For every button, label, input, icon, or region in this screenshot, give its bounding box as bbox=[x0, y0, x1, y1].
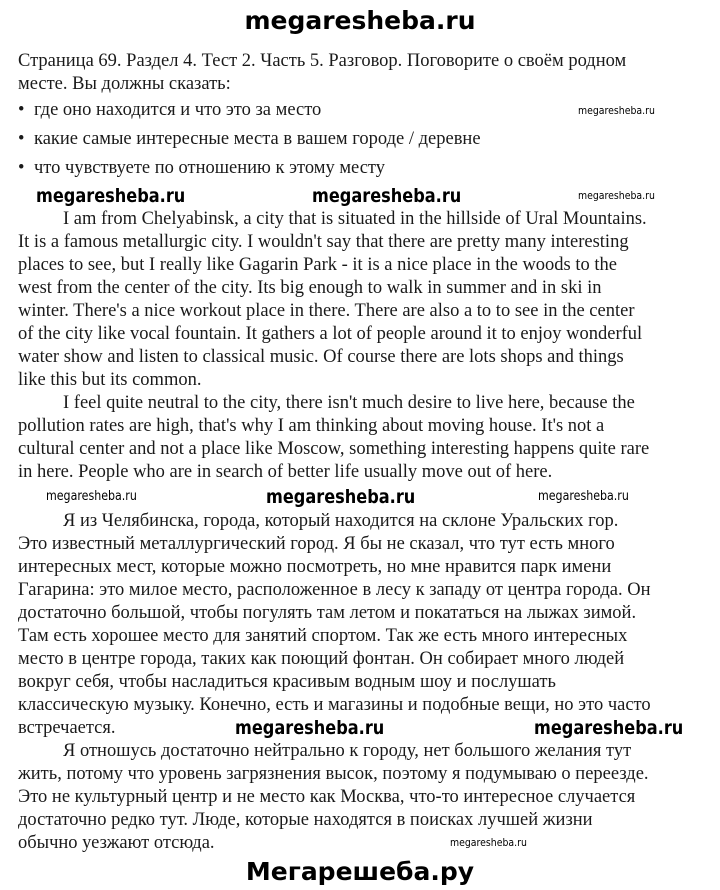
text-line: winter. There's a nice workout place in there. There are also a to to see in the center bbox=[18, 301, 635, 321]
bullet-list bbox=[18, 96, 481, 183]
watermark: megaresheba.ru bbox=[312, 185, 462, 207]
text-line: достаточно редко тут. Люде, которые находятся в поисках лучшей жизни bbox=[18, 810, 593, 830]
task-line: месте. Вы должны сказать: bbox=[18, 74, 231, 94]
watermark: megaresheba.ru bbox=[266, 486, 416, 508]
text-line: достаточно большой, чтобы погулять там летом и покататься на лыжах зимой. bbox=[18, 603, 637, 623]
text-line: вокруг себя, чтобы насладиться красивым водным шоу и послушать bbox=[18, 672, 556, 692]
text-line: in here. People who are in search of better life usually move out of here. bbox=[18, 462, 553, 482]
text-line: Я из Челябинска, города, который находится на склоне Уральских гор. bbox=[63, 511, 619, 531]
text-line: of the city like vocal fountain. It gathers a lot of people around it to enjoy wonderful bbox=[18, 324, 643, 344]
watermark: megaresheba.ru bbox=[235, 717, 385, 739]
site-footer: Мегарешеба.ру bbox=[245, 857, 475, 886]
text-line: Это не культурный центр и не место как Москва, что-то интересное случается bbox=[18, 787, 636, 807]
russian-paragraphs bbox=[18, 510, 651, 855]
bullet-item: • что чувствуете по отношению к этому месту bbox=[18, 158, 386, 178]
text-line: like this but its common. bbox=[18, 370, 202, 390]
text-line: место в центре города, таких как поющий фонтан. Он собирает много людей bbox=[18, 649, 625, 669]
text-line: Это известный металлургический город. Я бы не сказал, что тут есть много bbox=[18, 534, 615, 554]
text-line: I am from Chelyabinsk, a city that is situated in the hillside of Ural Mountains. bbox=[63, 209, 647, 229]
task-text bbox=[18, 50, 626, 96]
bullet-item: • какие самые интересные места в вашем городе / деревне bbox=[18, 129, 481, 149]
english-paragraph-1 bbox=[18, 208, 649, 484]
text-line: обычно уезжают отсюда. bbox=[18, 833, 215, 853]
text-line: water show and listen to classical music. Of course there are lots shops and things bbox=[18, 347, 624, 367]
text-line: Гагарина: это милое место, расположенное в лесу к западу от центра города. Он bbox=[18, 580, 651, 600]
text-line: I feel quite neutral to the city, there isn't much desire to live here, because the bbox=[63, 393, 635, 413]
text-line: It is a famous metallurgic city. I wouldn't say that there are pretty many interesting bbox=[18, 232, 629, 252]
watermark: megaresheba.ru bbox=[46, 489, 137, 504]
text-line: Я отношусь достаточно нейтрально к городу, нет большого желания тут bbox=[63, 741, 632, 761]
bullet-item: • где оно находится и что это за место bbox=[18, 100, 322, 120]
text-line: places to see, but I really like Gagarin Park - it is a nice place in the woods to the bbox=[18, 255, 618, 275]
watermark: megaresheba.ru bbox=[36, 185, 186, 207]
watermark: megaresheba.ru bbox=[578, 104, 655, 117]
watermark: megaresheba.ru bbox=[578, 189, 655, 202]
text-line: Там есть хорошее место для занятий спортом. Так же есть много интересных bbox=[18, 626, 628, 646]
task-line: Страница 69. Раздел 4. Тест 2. Часть 5. Разговор. Поговорите о своём родном bbox=[18, 51, 627, 71]
watermark: megaresheba.ru bbox=[534, 717, 684, 739]
text-line: интересных мест, которые можно посмотреть, но мне нравится парк имени bbox=[18, 557, 612, 577]
text-line: pollution rates are high, that's why I am thinking about moving house. It's not a bbox=[18, 416, 605, 436]
text-line: жить, потому что уровень загрязнения высок, поэтому я подумываю о переезде. bbox=[18, 764, 649, 784]
text-line: cultural center and not a place like Moscow, something interesting happens quite rare bbox=[18, 439, 650, 459]
text-line: встречается. bbox=[18, 718, 116, 738]
site-header: megaresheba.ru bbox=[244, 6, 476, 35]
watermark: megaresheba.ru bbox=[538, 489, 629, 504]
watermark: megaresheba.ru bbox=[450, 836, 527, 849]
text-line: классическую музыку. Конечно, есть и магазины и подобные вещи, но это часто bbox=[18, 695, 651, 715]
text-line: west from the center of the city. Its big enough to walk in summer and in ski in bbox=[18, 278, 602, 298]
